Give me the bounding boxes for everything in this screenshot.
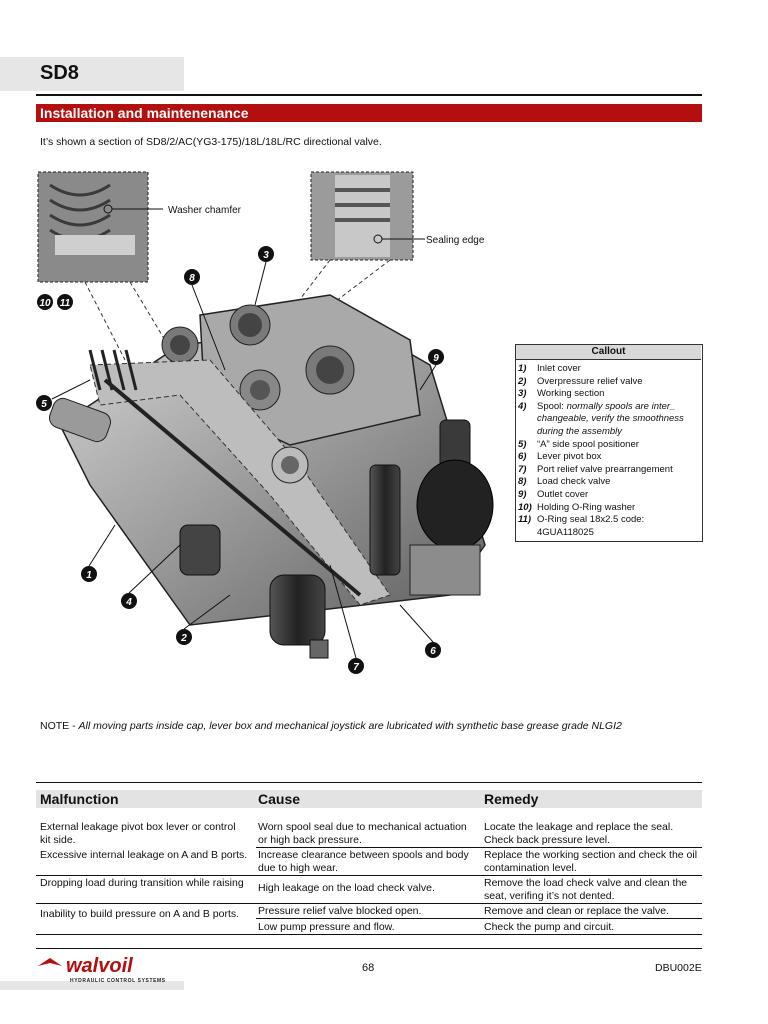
svg-text:11: 11	[59, 298, 71, 309]
marker-6	[425, 642, 441, 658]
document-code: DBU002E	[655, 962, 702, 974]
row-divider	[36, 934, 702, 935]
callout-item: 7) Port relief valve prearrangement	[518, 463, 673, 475]
sealing-edge-label: Sealing edge	[426, 235, 485, 246]
table-cell: Dropping load during transition while raising	[40, 877, 244, 889]
marker-2	[176, 629, 192, 645]
svg-text:5: 5	[41, 399, 47, 410]
callout-title: Callout	[516, 345, 701, 360]
row-divider	[36, 903, 702, 904]
callout-item: 1) Inlet cover	[518, 363, 581, 374]
svg-text:HYDRAULIC CONTROL SYSTEMS: HYDRAULIC CONTROL SYSTEMS	[70, 978, 166, 984]
table-cell: Replace the working section and check the oil contamination level.	[484, 849, 698, 874]
marker-1	[81, 566, 97, 582]
svg-text:6: 6	[430, 646, 436, 657]
svg-text:3: 3	[263, 250, 269, 261]
model-label: SD8	[40, 62, 79, 84]
table-cell: External leakage pivot box lever or control kit side.	[40, 821, 236, 846]
valve-body	[47, 295, 493, 658]
table-cell: Low pump pressure and flow.	[258, 921, 395, 933]
table-cell: Increase clearance between spools and body due to high wear.	[258, 849, 469, 874]
intro-text: It’s shown a section of SD8/2/AC(YG3-175)/18L/18L/RC directional valve.	[40, 136, 382, 148]
callout-item: 2) Overpressure relief valve	[518, 375, 643, 387]
row-divider	[256, 918, 702, 919]
logo-mark-icon	[38, 958, 62, 966]
marker-7	[348, 658, 364, 674]
svg-text:9: 9	[433, 353, 439, 364]
sealing-inset	[311, 172, 413, 260]
marker-4	[121, 593, 137, 609]
valve-illustration	[30, 165, 510, 685]
table-top-rule	[36, 782, 702, 783]
table-cell: Excessive internal leakage on A and B ports.	[40, 849, 248, 861]
page-number: 68	[362, 962, 375, 974]
header-rule	[36, 94, 702, 96]
svg-text:2: 2	[181, 633, 187, 644]
washer-inset	[38, 172, 148, 282]
table-cell: Worn spool seal due to mechanical actuation or high back pressure.	[258, 821, 467, 846]
table-cell: Inability to build pressure on A and B ports.	[40, 908, 240, 920]
svg-text:walvoil: walvoil	[66, 955, 133, 977]
marker-3	[258, 246, 274, 262]
svg-text:1: 1	[86, 570, 92, 581]
marker-11	[57, 294, 73, 310]
table-cell: Pressure relief valve blocked open.	[258, 905, 422, 917]
header-cause: Cause	[258, 791, 301, 807]
table-cell: Locate the leakage and replace the seal. Check back pressure level.	[484, 821, 674, 846]
section-title: Installation and maintenenance	[40, 105, 249, 121]
header-remedy: Remedy	[484, 791, 539, 807]
washer-chamfer-label: Washer chamfer	[168, 205, 241, 216]
callout-item: 6) Lever pivot box	[518, 451, 602, 463]
callout-item: 11) O-Ring seal 18x2.5 code: 4GUA118025	[518, 514, 645, 538]
marker-5	[36, 395, 52, 411]
svg-text:4: 4	[126, 597, 132, 608]
footer-rule	[36, 948, 702, 949]
table-header-bar	[36, 790, 702, 808]
lubrication-note: NOTE - All moving parts inside cap, lever box and mechanical joystick are lubricated with synthetic base grease grade NLGI2	[40, 720, 622, 732]
header-malfunction: Malfunction	[40, 791, 119, 807]
callout-item: 9) Outlet cover	[518, 488, 589, 500]
table-cell: High leakage on the load check valve.	[258, 882, 435, 894]
table-cell: Remove the load check valve and clean the seat, verifing it’s not dented.	[484, 877, 688, 902]
marker-8	[184, 269, 200, 285]
callout-item: 5) “A” side spool positioner	[518, 438, 639, 450]
callout-item: 10) Holding O-Ring washer	[518, 501, 636, 513]
row-divider	[36, 875, 702, 876]
callout-list	[518, 363, 700, 539]
model-tab	[0, 57, 184, 91]
marker-9	[428, 349, 444, 365]
table-cell: Check the pump and circuit.	[484, 921, 615, 933]
table-cell: Remove and clean or replace the valve.	[484, 905, 670, 917]
callout-item: 3) Working section	[518, 388, 605, 400]
row-divider	[256, 847, 702, 848]
svg-text:8: 8	[189, 273, 195, 284]
callout-item: 4) Spool: normally spools are inter_ changeable, verify the smoothness during the assembly	[518, 400, 684, 437]
svg-text:10: 10	[39, 298, 51, 309]
callout-item: 8) Load check valve	[518, 476, 611, 488]
marker-10	[37, 294, 53, 310]
walvoil-logo	[36, 954, 186, 984]
svg-text:7: 7	[353, 662, 359, 673]
